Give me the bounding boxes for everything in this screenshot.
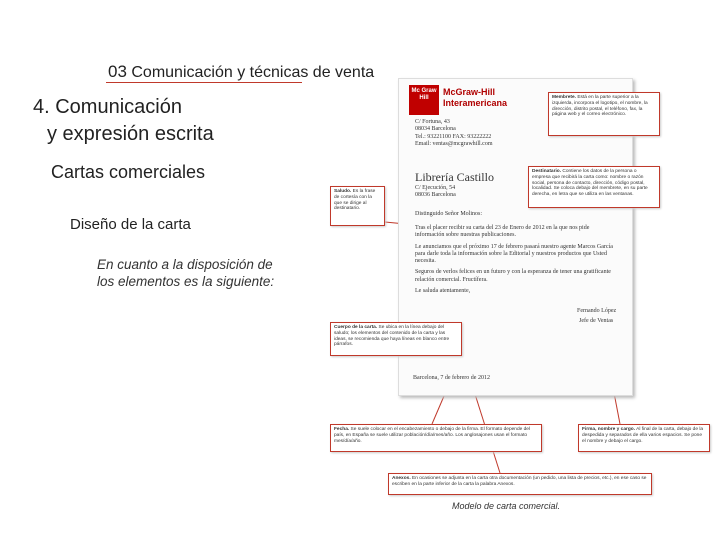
logo-text: Mc Graw Hill (411, 88, 437, 101)
note-text: En ocasiones se adjunta en la carta otra documentación (un pedido, una lista de precios, etc.), en ese caso se escriben en la parte inferior de la carta la palabra Anexos. (392, 476, 647, 487)
publisher-line: Interamericana (443, 98, 508, 108)
salutation: Distinguido Señor Molinos: (415, 211, 483, 217)
unit-title: Comunicación y técnicas de venta (131, 64, 375, 81)
title-line-1: 4. Comunicación (33, 96, 182, 118)
signer-title: Jefe de Ventas (579, 318, 614, 324)
note-label: Firma, nombre y cargo. (582, 427, 636, 432)
section-heading: Cartas comerciales (51, 162, 206, 182)
note-saludo (330, 186, 385, 226)
note-cuerpo (330, 322, 462, 356)
note-label: Cuerpo de la carta. (334, 325, 378, 330)
address-line: 08034 Barcelona (415, 126, 456, 133)
sender-address (415, 119, 493, 148)
note-fecha (330, 424, 542, 452)
title-line-2: y expresión escrita (47, 123, 214, 145)
note-text: Se ubica en la línea debajo del saludo; los elementos del contenido de la carta y las ideas, se recomienda que haya líneas en blanco entre párrafos. (334, 325, 450, 348)
recipient-name: Librería Castillo (415, 170, 494, 184)
note-text: Contiene los datos de la persona o empresa que recibirá la carta como: nombre o razón social, persona de contacto, dirección, código postal, localidad. Se coloca debajo del membrete, en su parte derecha, en letra que se utiliza en las ventanas. (532, 169, 648, 198)
letter-date: Barcelona, 7 de febrero de 2012 (413, 375, 490, 381)
publisher-line: McGraw-Hill (443, 87, 496, 97)
address-line: C/ Ejecución, 54 (415, 185, 456, 191)
figure-caption: Modelo de carta comercial. (452, 501, 561, 511)
subsection-heading: Diseño de la carta (70, 216, 191, 233)
note-destinatario (528, 166, 660, 208)
unit-number: 03 (108, 62, 127, 81)
note-label: Saludo. (334, 189, 352, 194)
publisher-name (443, 87, 507, 109)
note-label: Anexos. (392, 476, 411, 481)
body-paragraph: Le anunciamos que el próximo 17 de febrero pasará nuestro agente Marcos García para darle toda la información sobre la Editorial y nuestros productos que Usted necesita. (415, 243, 613, 265)
closing: Le saluda atentamente, (415, 288, 471, 295)
note-label: Fecha. (334, 427, 350, 432)
signer-name: Fernando López (577, 308, 617, 314)
address-line: C/ Fortuna, 43 (415, 119, 450, 125)
address-line: Tel.: 93221100 FAX: 93222222 (415, 133, 492, 140)
address-line: 08036 Barcelona (415, 192, 456, 199)
note-text: Se suele colocar en el encabezamiento o debajo de la firma. El formato depende del país, en España se suele utilizar población/día/mes/año. Los anglosajones usan el formato mes/día/año. (334, 427, 531, 444)
note-membrete (548, 92, 660, 136)
intro-paragraph: En cuanto a la disposición de los elementos es la siguiente: (97, 257, 275, 289)
note-anexos (388, 473, 652, 495)
note-text: Está en la parte superior a la izquierda, incorpora el logotipo, el nombre, la dirección, distrito postal, el teléfono, fax, la página web y el correo electrónico. (552, 95, 648, 118)
publisher-logo (409, 85, 439, 115)
letter-body (415, 225, 620, 295)
note-label: Destinatario. (532, 169, 562, 174)
note-label: Membrete. (552, 95, 576, 100)
body-paragraph: Seguros de verlos felices en un futuro y con la esperanza de tener una gratificante relación comercial. Fructífera. (415, 269, 611, 283)
address-line: Email: ventas@mcgrawhill.com (415, 140, 493, 147)
note-text: Es la frase de cortesía con la que se dirige al destinatario. (334, 189, 376, 212)
note-text: Al final de la carta, debajo de la despedida y separados de ella varios espacios. Se pone el nombre y debajo el cargo. (582, 427, 704, 444)
note-firma (578, 424, 710, 452)
body-paragraph: Tras el placer recibir su carta del 23 de Enero de 2012 en la que nos pide información sobre nuestras publicaciones. (415, 225, 590, 239)
recipient-address (415, 185, 456, 200)
